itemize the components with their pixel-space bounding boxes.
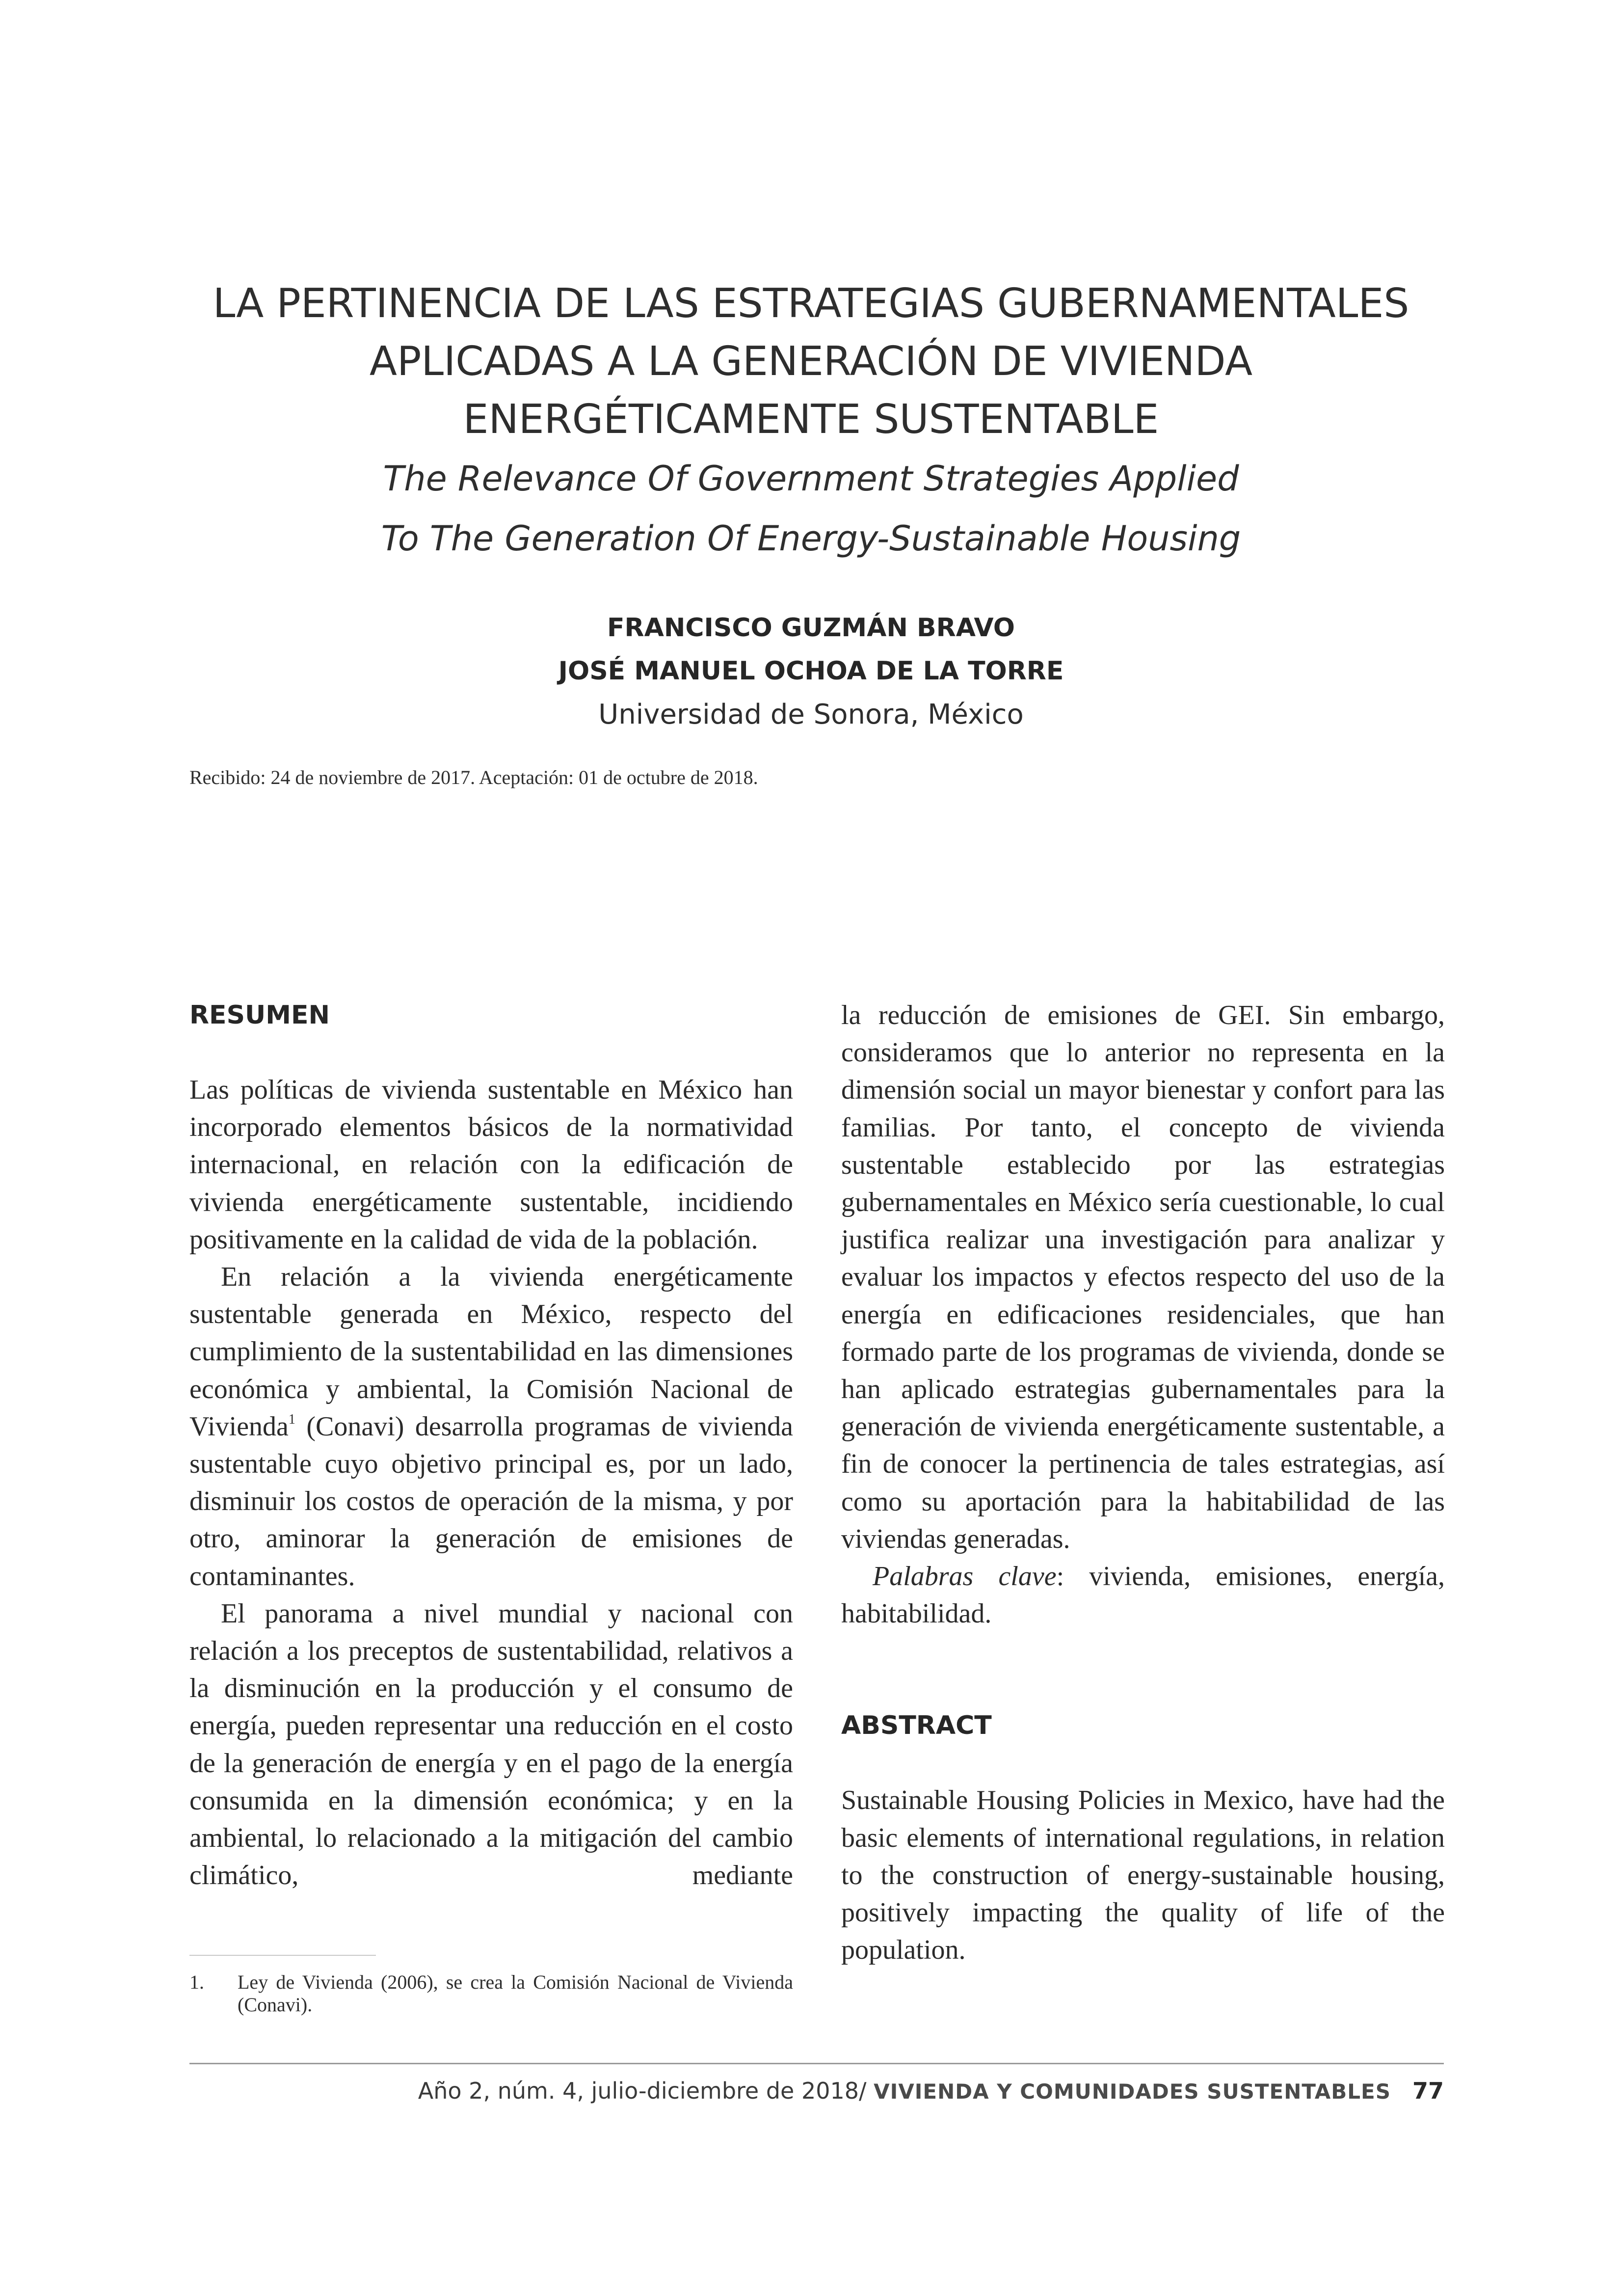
right-column bbox=[841, 997, 1445, 1969]
resumen-paragraph-2: En relación a la vivienda energéticamente sustentable generada en México, respecto del cumplimiento de la sustentabilidad en las dimensiones económica y ambiental, la Comisión Nacional de Vivienda$^1$ (Conavi) desarrolla programas de vivienda sustentable cuyo objetivo principal es, por un lado, disminuir los costos de operación de la misma, y por otro, aminorar la generación de emisiones de contaminantes. bbox=[189, 1262, 793, 1592]
title-en-line-1: The Relevance Of Government Strategies Applied bbox=[383, 459, 1239, 499]
footnote-divider bbox=[189, 1955, 376, 1956]
affiliation: Universidad de Sonora, México bbox=[598, 699, 1024, 730]
footer-issue: Año 2, núm. 4, julio-diciembre de 2018/ bbox=[418, 2078, 874, 2104]
received-dates: Recibido: 24 de noviembre de 2017. Aceptación: 01 de octubre de 2018. bbox=[189, 766, 758, 788]
title-es-line-2: APLICADAS A LA GENERACIÓN DE VIVIENDA bbox=[369, 338, 1253, 385]
author-block bbox=[0, 606, 1622, 737]
abstract-paragraph-1: Sustainable Housing Policies in Mexico, have had the basic elements of international regulations, in relation to the construction of energy-sustainable housing, positively impacting the quality of life of the population. bbox=[841, 1785, 1445, 1966]
title-es-line-1: LA PERTINENCIA DE LAS ESTRATEGIAS GUBERNAMENTALES bbox=[213, 280, 1409, 327]
author-1: FRANCISCO GUZMÁN BRAVO bbox=[607, 613, 1015, 643]
footnote-marker[interactable]: 1 bbox=[288, 1411, 295, 1427]
footnote bbox=[189, 1971, 793, 2016]
page-number: 77 bbox=[1412, 2078, 1444, 2104]
resumen-heading: RESUMEN bbox=[189, 1000, 330, 1030]
footnote-number: 1. bbox=[189, 1971, 204, 1993]
page-footer bbox=[418, 2078, 1444, 2104]
left-column bbox=[189, 997, 793, 1894]
footer-journal-name: VIVIENDA Y COMUNIDADES SUSTENTABLES bbox=[874, 2080, 1391, 2104]
footnote-text: Ley de Vivienda (2006), se crea la Comisión Nacional de Vivienda (Conavi). bbox=[238, 1971, 793, 2016]
resumen-paragraph-1: Las políticas de vivienda sustentable en México han incorporado elementos básicos de la normatividad internacional, en relación con la edificación de vivienda energéticamente sustentable, incidiendo positivamente en la calidad de vida de la población. bbox=[189, 1075, 793, 1255]
title-en-line-2: To The Generation Of Energy-Sustainable Housing bbox=[381, 518, 1241, 559]
title-es-line-3: ENERGÉTICAMENTE SUSTENTABLE bbox=[463, 396, 1159, 443]
resumen-paragraph-3-continued: la reducción de emisiones de GEI. Sin embargo, consideramos que lo anterior no representa en la dimensión social un mayor bienestar y confort para las familias. Por tanto, el concepto de vivienda sustentable establecido por las estrategias gubernamentales en México sería cuestionable, lo cual justifica realizar una investigación para analizar y evaluar los impactos y efectos respecto del uso de la energía en edificaciones residenciales, que han formado parte de los programas de vivienda, donde se han aplicado estrategias gubernamentales para la generación de vivienda energéticamente sustentable, a fin de conocer la pertinencia de tales estrategias, así como su aportación para la habitabilidad de las viviendas generadas. bbox=[841, 1000, 1445, 1554]
article-title bbox=[0, 275, 1622, 568]
keywords-label: Palabras clave bbox=[873, 1561, 1057, 1592]
gei-acronym: GEI bbox=[1218, 1000, 1264, 1030]
keywords: Palabras clave: vivienda, emisiones, energía, habitabilidad. bbox=[841, 1561, 1445, 1629]
resumen-paragraph-3: El panorama a nivel mundial y nacional con relación a los preceptos de sustentabilidad, relativos a la disminución en la producción y el consumo de energía, pueden representar una reducción en el costo de la generación de energía y en el pago de la energía consumida en la dimensión económica; y en la ambiental, lo relacionado a la mitigación del cambio climático, mediante bbox=[189, 1598, 793, 1891]
footer-divider bbox=[189, 2063, 1444, 2064]
author-2: JOSÉ MANUEL OCHOA DE LA TORRE bbox=[558, 656, 1064, 686]
abstract-heading: ABSTRACT bbox=[841, 1711, 992, 1741]
